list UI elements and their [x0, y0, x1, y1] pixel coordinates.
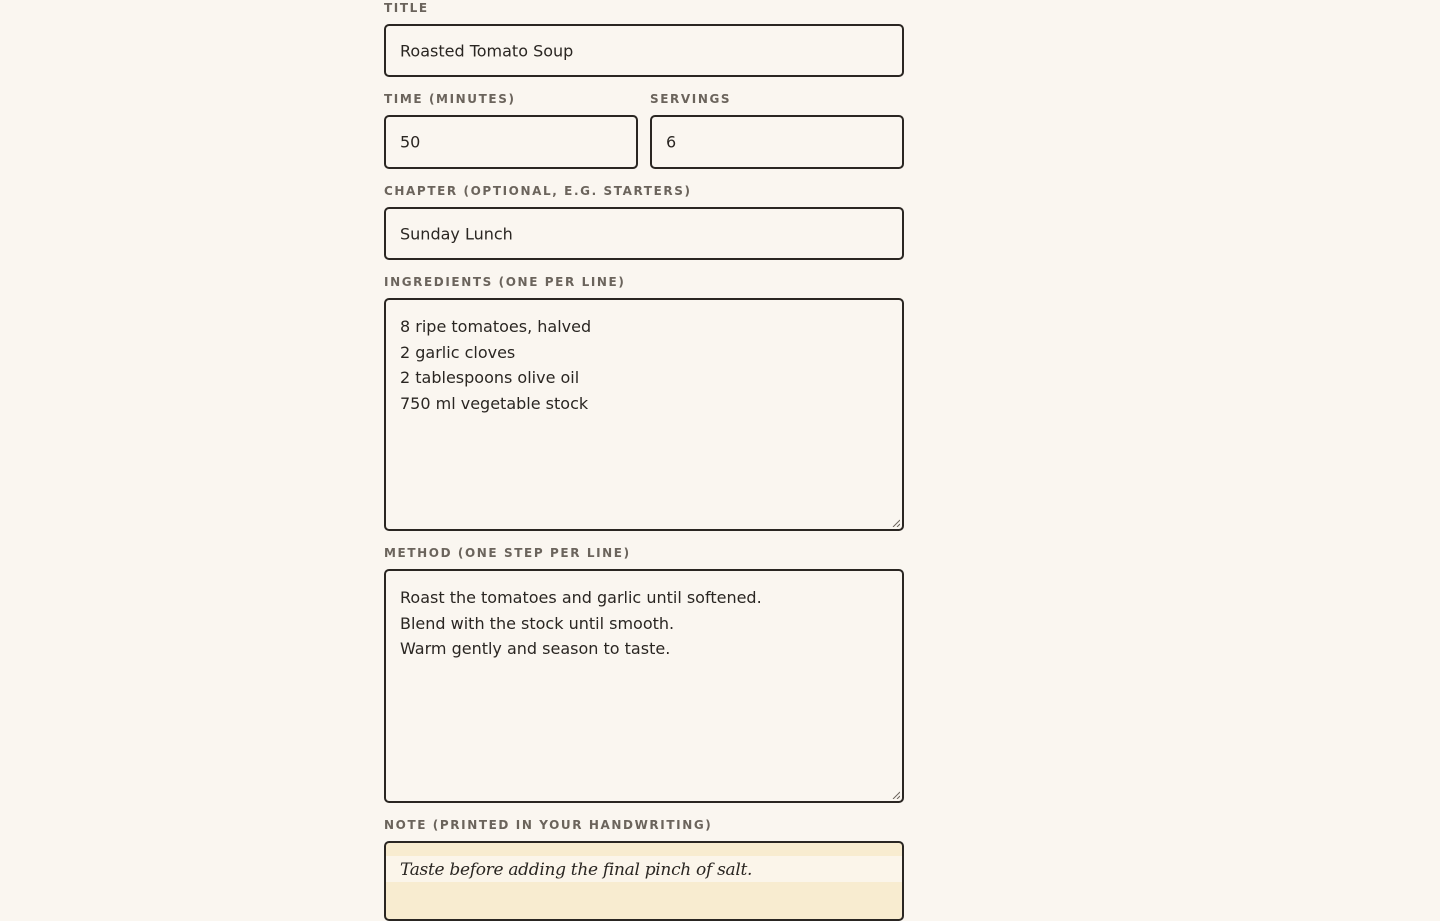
- chapter-label: CHAPTER (OPTIONAL, E.G. STARTERS): [384, 184, 692, 198]
- note-label: NOTE (PRINTED IN YOUR HANDWRITING): [384, 818, 713, 832]
- method-label: METHOD (ONE STEP PER LINE): [384, 546, 631, 560]
- resize-handle-icon[interactable]: [892, 519, 900, 527]
- method-step-line: Warm gently and season to taste.: [400, 639, 671, 658]
- resize-handle-icon[interactable]: [892, 791, 900, 799]
- servings-label: SERVINGS: [650, 92, 732, 106]
- ingredients-textarea[interactable]: [384, 298, 904, 531]
- ingredient-line: 2 garlic cloves: [400, 342, 516, 362]
- method-step-line: Blend with the stock until smooth.: [400, 613, 675, 633]
- note-text: Taste before adding the final pinch of salt.: [400, 860, 753, 880]
- title-label: TITLE: [384, 1, 429, 15]
- chapter-input[interactable]: [384, 207, 904, 260]
- servings-input-value: 6: [666, 132, 677, 152]
- ingredients-label: INGREDIENTS (ONE PER LINE): [384, 275, 626, 289]
- chapter-input-value: Sunday Lunch: [400, 224, 513, 243]
- time-label: TIME (MINUTES): [384, 92, 516, 106]
- title-input-value: Roasted Tomato Soup: [400, 41, 574, 60]
- ingredient-line: 2 tablespoons olive oil: [400, 368, 580, 387]
- ingredient-line: 8 ripe tomatoes, halved: [400, 317, 592, 336]
- note-textarea[interactable]: [384, 841, 904, 921]
- method-textarea[interactable]: [384, 569, 904, 803]
- method-step-line: Roast the tomatoes and garlic until softened.: [400, 588, 762, 607]
- title-input[interactable]: [384, 24, 904, 77]
- servings-input[interactable]: [650, 115, 904, 169]
- time-input-value: 50: [400, 132, 421, 152]
- ingredient-line: 750 ml vegetable stock: [400, 393, 589, 413]
- time-input[interactable]: [384, 115, 638, 169]
